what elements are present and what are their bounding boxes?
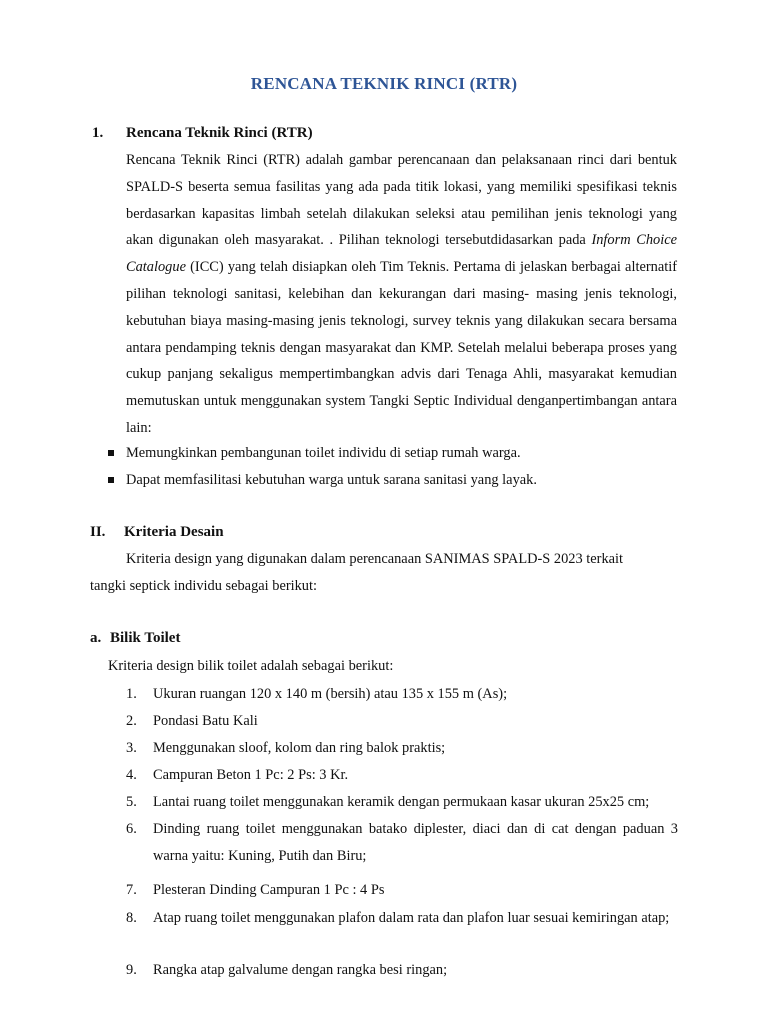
section-1-number: 1. — [92, 125, 104, 141]
list-text: Ukuran ruangan 120 x 140 m (bersih) atau 135 x 155 m (As); — [153, 686, 508, 702]
list-number: 5. — [126, 794, 137, 810]
list-number: 1. — [126, 686, 137, 702]
list-number: 9. — [126, 962, 137, 978]
section-1-heading: Rencana Teknik Rinci (RTR) — [126, 125, 313, 141]
list-text: Campuran Beton 1 Pc: 2 Ps: 3 Kr. — [153, 767, 349, 783]
list-text: Plesteran Dinding Campuran 1 Pc : 4 Ps — [153, 882, 385, 898]
list-text: Pondasi Batu Kali — [153, 713, 258, 729]
list-number: 4. — [126, 767, 137, 783]
list-number: 6. — [126, 821, 137, 837]
paragraph-text-b: (ICC) yang telah disiapkan oleh Tim Teknis. Pertama di jelaskan berbagai alternatif pilihan teknologi sanitasi, kelebihan dan kekurangan dari masing- masing jenis teknologi, kebutuhan biaya masing-masing jenis teknologi, survey teknis yang dilakukan secara bersama antara pendamping teknis dengan masyarakat dan KMP. Setelah melalui beberapa proses yang cukup panjang sekaligus mempertimbangkan advis dari Tenaga Ahli, masyarakat kemudian memutuskan untuk menggunakan system Tangki Septic Individual denganpertimbangan antara lain: — [126, 259, 677, 436]
list-number: 3. — [126, 740, 137, 756]
list-number: 7. — [126, 882, 137, 898]
section-a-heading: Bilik Toilet — [110, 630, 181, 646]
bullet-text: Memungkinkan pembangunan toilet individu di setiap rumah warga. — [126, 445, 521, 461]
section-a-intro: Kriteria design bilik toilet adalah sebagai berikut: — [108, 658, 394, 674]
section-2-number: II. — [90, 524, 106, 540]
bullet-text: Dapat memfasilitasi kebutuhan warga untuk sarana sanitasi yang layak. — [126, 472, 537, 488]
section-2-line-2: tangki septick individu sebagai berikut: — [90, 578, 318, 594]
section-a-number: a. — [90, 630, 102, 646]
list-text: Lantai ruang toilet menggunakan keramik dengan permukaan kasar ukuran 25x25 cm; — [153, 794, 650, 810]
section-1-paragraph — [126, 147, 677, 442]
list-text: Atap ruang toilet menggunakan plafon dalam rata dan plafon luar sesuai kemiringan atap; — [153, 910, 670, 926]
list-text: Menggunakan sloof, kolom dan ring balok praktis; — [153, 740, 446, 756]
list-number: 2. — [126, 713, 137, 729]
paragraph-italic-term: Inform Choice Catalogue — [126, 232, 677, 276]
square-bullet-icon — [108, 450, 114, 456]
square-bullet-icon — [108, 477, 114, 483]
list-text: Rangka atap galvalume dengan rangka besi ringan; — [153, 962, 448, 978]
document-title: RENCANA TEKNIK RINCI (RTR) — [250, 74, 518, 93]
list-number: 8. — [126, 910, 137, 926]
section-2-heading: Kriteria Desain — [124, 524, 224, 540]
paragraph-text-a: Rencana Teknik Rinci (RTR) adalah gambar perencanaan dan pelaksanaan rinci dari bentuk SPALD-S beserta semua fasilitas yang ada pada titik lokasi, yang memiliki spesifikasi teknis berdasarkan kapasitas limbah setelah dilakukan seleksi atau pemilihan jenis teknologi yang akan digunakan oleh masyarakat. . Pilihan teknologi tersebutdidasarkan pada — [126, 152, 677, 249]
list-text: Dinding ruang toilet menggunakan batako diplester, diaci dan di cat dengan paduan 3 warna yaitu: Kuning, Putih dan Biru; — [153, 821, 678, 864]
section-2-line-1: Kriteria design yang digunakan dalam perencanaan SANIMAS SPALD-S 2023 terkait — [126, 551, 624, 567]
